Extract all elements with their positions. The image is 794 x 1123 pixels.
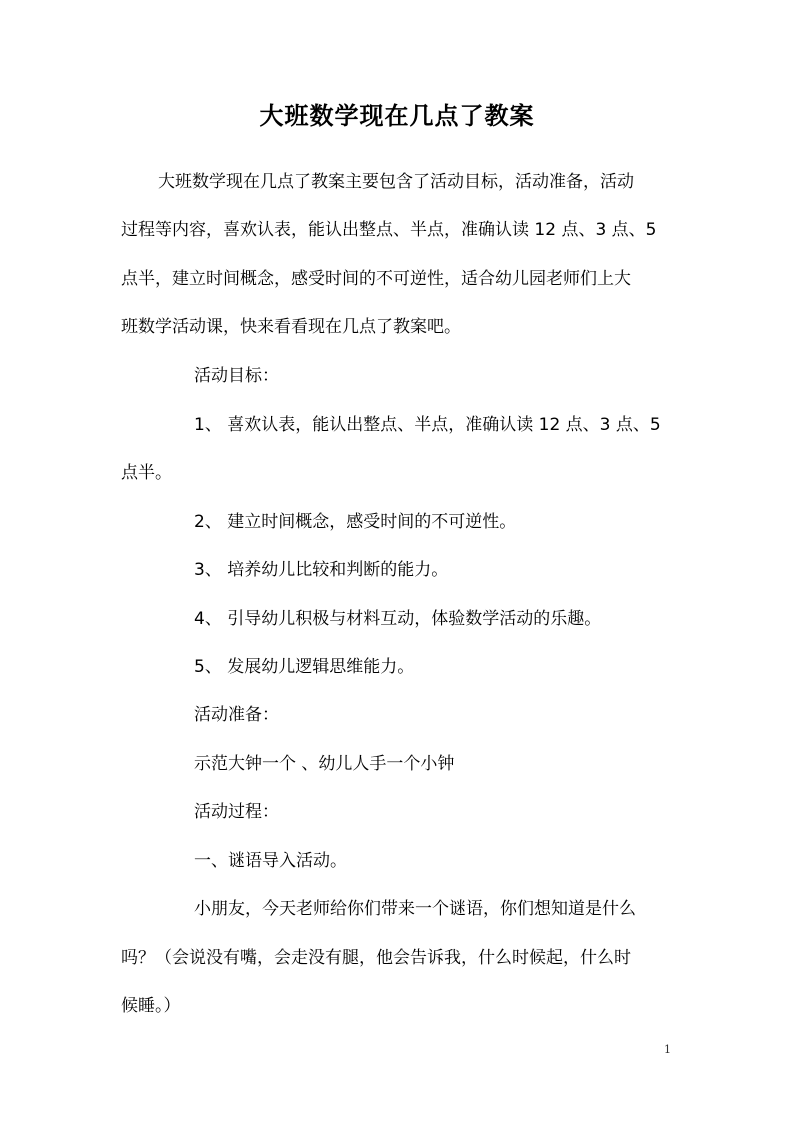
paragraph-line: 小朋友，今天老师给你们带来一个谜语，你们想知道是什么 [194, 899, 636, 919]
paragraph-line: 点半，建立时间概念，感受时间的不可逆性，适合幼儿园老师们上大 [121, 269, 631, 289]
page-number: 1 [664, 1043, 671, 1056]
paragraph-line: 过程等内容，喜欢认表，能认出整点、半点，准确认读 12 点、3 点、5 [121, 220, 657, 240]
section-heading-process: 活动过程： [194, 802, 279, 822]
paragraph-line: 吗？（会说没有嘴，会走没有腿，他会告诉我，什么时候起，什么时 [121, 948, 631, 968]
paragraph-line: 示范大钟一个 、幼儿人手一个小钟 [194, 754, 455, 774]
subsection-heading: 一、谜语导入活动。 [194, 851, 347, 871]
list-item: 3、 培养幼儿比较和判断的能力。 [194, 560, 449, 580]
section-heading-goals: 活动目标： [194, 366, 279, 386]
document-title: 大班数学现在几点了教案 [259, 101, 535, 130]
paragraph-line: 大班数学现在几点了教案主要包含了活动目标，活动准备，活动 [158, 172, 634, 192]
list-item: 2、 建立时间概念，感受时间的不可逆性。 [194, 512, 517, 532]
list-item: 4、 引导幼儿积极与材料互动，体验数学活动的乐趣。 [194, 609, 602, 629]
list-item-continuation: 点半。 [121, 463, 172, 483]
list-item: 1、 喜欢认表，能认出整点、半点，准确认读 12 点、3 点、5 [194, 415, 661, 435]
paragraph-line: 班数学活动课，快来看看现在几点了教案吧。 [121, 317, 461, 337]
paragraph-line: 候睡。） [121, 996, 181, 1016]
list-item: 5、 发展幼儿逻辑思维能力。 [194, 657, 415, 677]
section-heading-prep: 活动准备： [194, 705, 279, 725]
